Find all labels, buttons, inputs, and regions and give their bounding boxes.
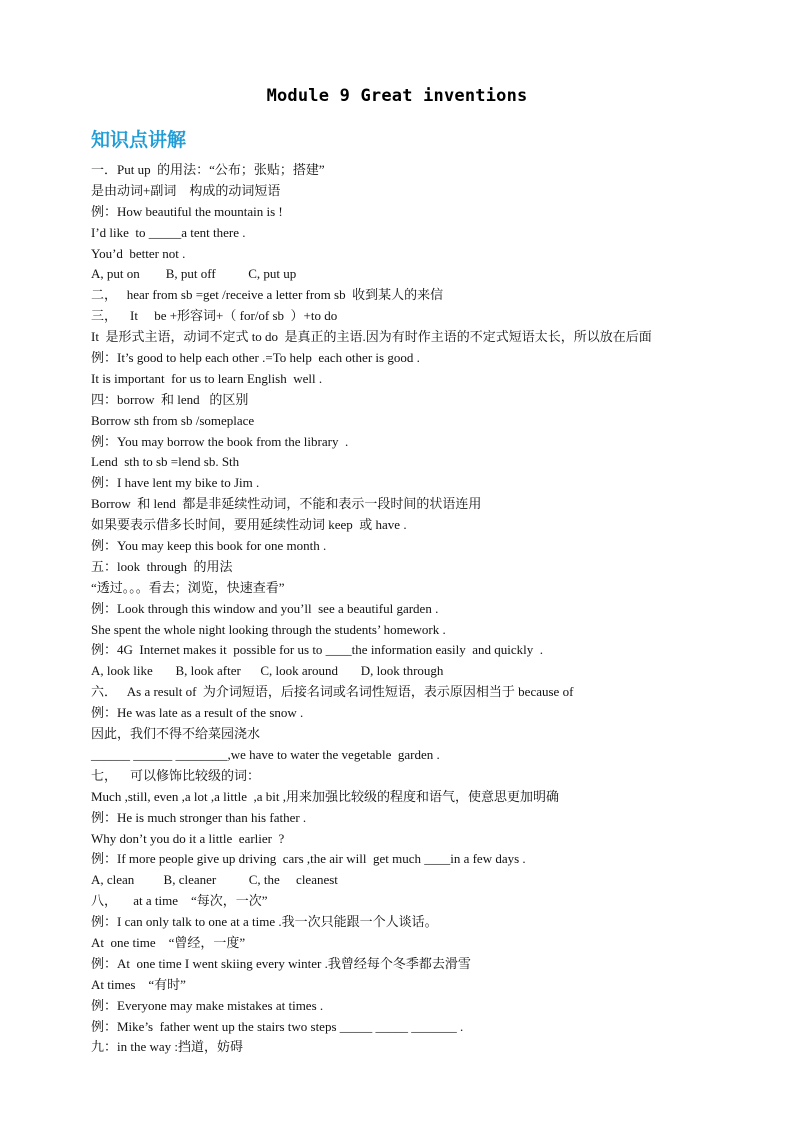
document-title: Module 9 Great inventions xyxy=(266,86,528,106)
text-line: Why don’t you do it a little earlier ? xyxy=(91,830,285,846)
text-line: 五：look through 的用法 xyxy=(91,558,233,574)
text-line: 三， It be +形容词+（ for/of sb ）+to do xyxy=(91,308,338,324)
text-line: 七， 可以修饰比较级的词： xyxy=(91,767,261,783)
text-line: 例：He is much stronger than his father . xyxy=(91,809,307,825)
text-line: “透过。。。看去；浏览，快速查看” xyxy=(91,579,285,595)
text-line: 因此，我们不得不给菜园浇水 xyxy=(91,726,261,742)
text-line: It 是形式主语，动词不定式 to do 是真正的主语.因为有时作主语的不定式短语太长，所以放在后面 xyxy=(91,329,652,345)
text-line: 如果要表示借多长时间，要用延续性动词 keep 或 have . xyxy=(91,517,407,533)
text-line: Much ,still, even ,a lot ,a little ,a bit ,用来加强比较级的程度和语气，使意思更加明确 xyxy=(91,788,559,804)
text-line: She spent the whole night looking through the students’ homework . xyxy=(91,621,446,637)
text-line: 六． As a result of 为介词短语，后接名词或名词性短语，表示原因相当于 because of xyxy=(91,684,574,700)
text-line: 例：I have lent my bike to Jim . xyxy=(91,475,260,491)
text-line: A, look like B, look after C, look around D, look through xyxy=(91,663,444,679)
text-line: Borrow 和 lend 都是非延续性动词，不能和表示一段时间的状语连用 xyxy=(91,496,482,512)
text-line: 例：Mike’s father went up the stairs two steps _____ _____ _______ . xyxy=(91,1018,464,1034)
text-line: A, put on B, put off C, put up xyxy=(91,266,297,282)
text-line: 例：If more people give up driving cars ,the air will get much ____in a few days . xyxy=(91,851,526,867)
text-line: 九：in the way :挡道，妨碍 xyxy=(91,1039,244,1055)
text-line: 例：4G Internet makes it possible for us to ____the information easily and quickly . xyxy=(91,642,544,658)
text-line: You’d better not . xyxy=(91,245,186,261)
text-line: 例：Look through this window and you’ll see a beautiful garden . xyxy=(91,600,439,616)
text-line: 例：At one time I went skiing every winter .我曾经每个冬季都去滑雪 xyxy=(91,955,471,971)
text-line: Lend sth to sb =lend sb. Sth xyxy=(91,454,240,470)
text-line: ______ ______ ________,we have to water the vegetable garden . xyxy=(91,746,440,762)
text-line: 例：You may keep this book for one month . xyxy=(91,538,327,554)
text-line: 例：Everyone may make mistakes at times . xyxy=(91,997,324,1013)
text-line: 例：You may borrow the book from the library . xyxy=(91,433,349,449)
text-line: 例：It’s good to help each other .=To help each other is good . xyxy=(91,350,420,366)
text-line: Borrow sth from sb /someplace xyxy=(91,412,255,428)
text-line: 一．Put up 的用法：“公布；张贴；搭建” xyxy=(91,162,325,177)
document-body xyxy=(91,160,771,1058)
text-line: 例：He was late as a result of the snow . xyxy=(91,705,304,721)
text-line: 四：borrow 和 lend 的区别 xyxy=(91,391,249,407)
text-line: At one time “曾经，一度” xyxy=(91,934,246,950)
text-line: 是由动词+副词 构成的动词短语 xyxy=(91,182,281,198)
section-heading: 知识点讲解 xyxy=(91,129,187,151)
text-line: It is important for us to learn English well . xyxy=(91,370,323,386)
text-line: 二， hear from sb =get /receive a letter from sb 收到某人的来信 xyxy=(91,287,444,303)
text-line: At times “有时” xyxy=(91,976,186,992)
text-line: I’d like to _____a tent there . xyxy=(91,224,246,240)
text-line: 例：How beautiful the mountain is ! xyxy=(91,203,283,219)
text-line: 八， at a time “每次，一次” xyxy=(91,893,268,909)
text-line: 例：I can only talk to one at a time .我一次只能跟一个人谈话。 xyxy=(91,914,438,930)
text-line: A, clean B, cleaner C, the cleanest xyxy=(91,872,338,888)
